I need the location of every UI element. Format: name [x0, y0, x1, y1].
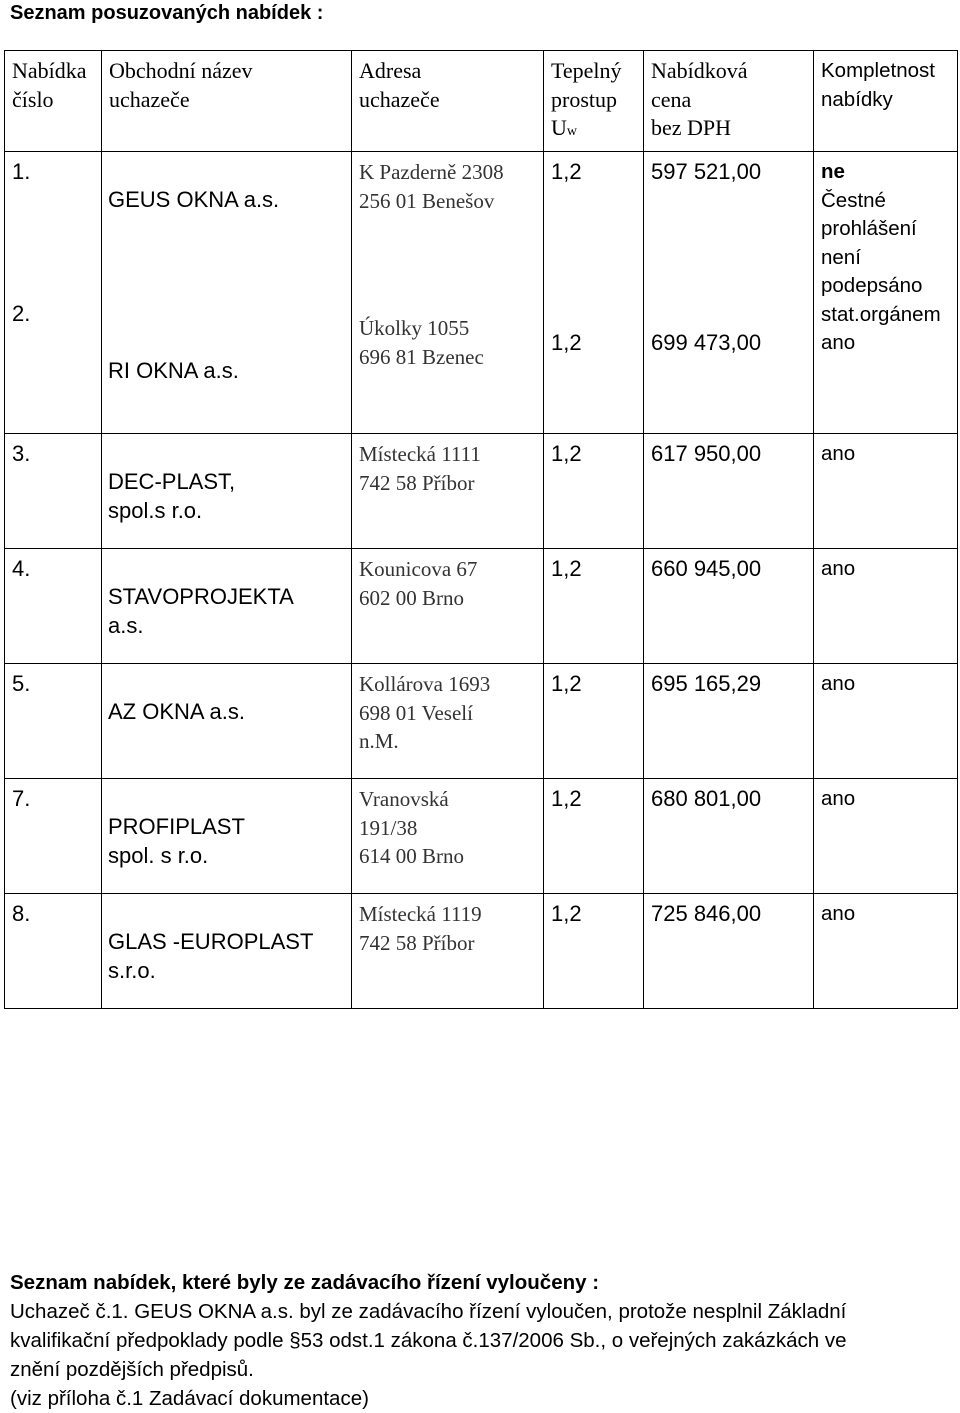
- thermal-cell: 1,2 1,2: [544, 152, 644, 434]
- number-cell: 3.: [5, 434, 102, 549]
- completeness-cell: ano: [814, 894, 958, 1009]
- name-cell: DEC-PLAST, spol.s r.o.: [102, 434, 352, 549]
- price-cell: 725 846,00: [644, 894, 814, 1009]
- header-thermal: Tepelný prostup Uw: [544, 51, 644, 152]
- number-cell: 7.: [5, 779, 102, 894]
- name-cell: GEUS OKNA a.s. RI OKNA a.s.: [102, 152, 352, 434]
- name-cell: AZ OKNA a.s.: [102, 664, 352, 779]
- address-cell: K Pazderně 2308 256 01 Benešov Úkolky 1055 696 81 Bzenec: [352, 152, 544, 434]
- number-cell: 4.: [5, 549, 102, 664]
- thermal-cell: 1,2: [544, 779, 644, 894]
- address-cell: Kollárova 1693 698 01 Veselí n.M.: [352, 664, 544, 779]
- price-cell: 695 165,29: [644, 664, 814, 779]
- name-cell: STAVOPROJEKTA a.s.: [102, 549, 352, 664]
- table-row: [5, 549, 958, 664]
- header-name: Obchodní název uchazeče: [102, 51, 352, 152]
- completeness-cell: ano: [814, 434, 958, 549]
- thermal-cell: 1,2: [544, 434, 644, 549]
- completeness-cell: ano: [814, 664, 958, 779]
- table-row: [5, 152, 958, 434]
- number-cell: 5.: [5, 664, 102, 779]
- price-cell: 680 801,00: [644, 779, 814, 894]
- address-cell: Vranovská 191/38 614 00 Brno: [352, 779, 544, 894]
- table-row: [5, 664, 958, 779]
- table-row: [5, 779, 958, 894]
- thermal-cell: 1,2: [544, 894, 644, 1009]
- address-cell: Místecká 1119 742 58 Příbor: [352, 894, 544, 1009]
- completeness-cell: ano: [814, 779, 958, 894]
- number-cell: 1. 2.: [5, 152, 102, 434]
- thermal-cell: 1,2: [544, 549, 644, 664]
- completeness-cell: ano: [814, 549, 958, 664]
- offers-table: [4, 50, 958, 1009]
- address-cell: Kounicova 67 602 00 Brno: [352, 549, 544, 664]
- excluded-offers-text: kvalifikační předpoklady podle §53 odst.1 zákona č.137/2006 Sb., o veřejných zakázkách ve: [10, 1329, 847, 1352]
- table-row: [5, 434, 958, 549]
- excluded-offers-section: [10, 1268, 950, 1413]
- table-row: [5, 894, 958, 1009]
- header-price: Nabídková cena bez DPH: [644, 51, 814, 152]
- excluded-offers-text: Uchazeč č.1. GEUS OKNA a.s. byl ze zadávacího řízení vyloučen, protože nesplnil Základní: [10, 1300, 847, 1323]
- number-cell: 8.: [5, 894, 102, 1009]
- header-completeness: Kompletnost nabídky: [814, 51, 958, 152]
- excluded-offers-title: Seznam nabídek, které byly ze zadávacího řízení vyloučeny :: [10, 1271, 600, 1294]
- price-cell: 617 950,00: [644, 434, 814, 549]
- name-cell: PROFIPLAST spol. s r.o.: [102, 779, 352, 894]
- attachment-reference: (viz příloha č.1 Zadávací dokumentace): [10, 1387, 369, 1410]
- price-cell: 660 945,00: [644, 549, 814, 664]
- thermal-cell: 1,2: [544, 664, 644, 779]
- price-cell: 597 521,00 699 473,00: [644, 152, 814, 434]
- excluded-offers-text: znění pozdějších předpisů.: [10, 1358, 254, 1381]
- header-number: Nabídka číslo: [5, 51, 102, 152]
- header-address: Adresa uchazeče: [352, 51, 544, 152]
- address-cell: Místecká 1111 742 58 Příbor: [352, 434, 544, 549]
- completeness-cell: ne Čestné prohlášení není podepsáno stat.orgánem ano: [814, 152, 958, 434]
- page-heading: Seznam posuzovaných nabídek :: [10, 2, 324, 24]
- name-cell: GLAS -EUROPLAST s.r.o.: [102, 894, 352, 1009]
- table-header-row: [5, 51, 958, 152]
